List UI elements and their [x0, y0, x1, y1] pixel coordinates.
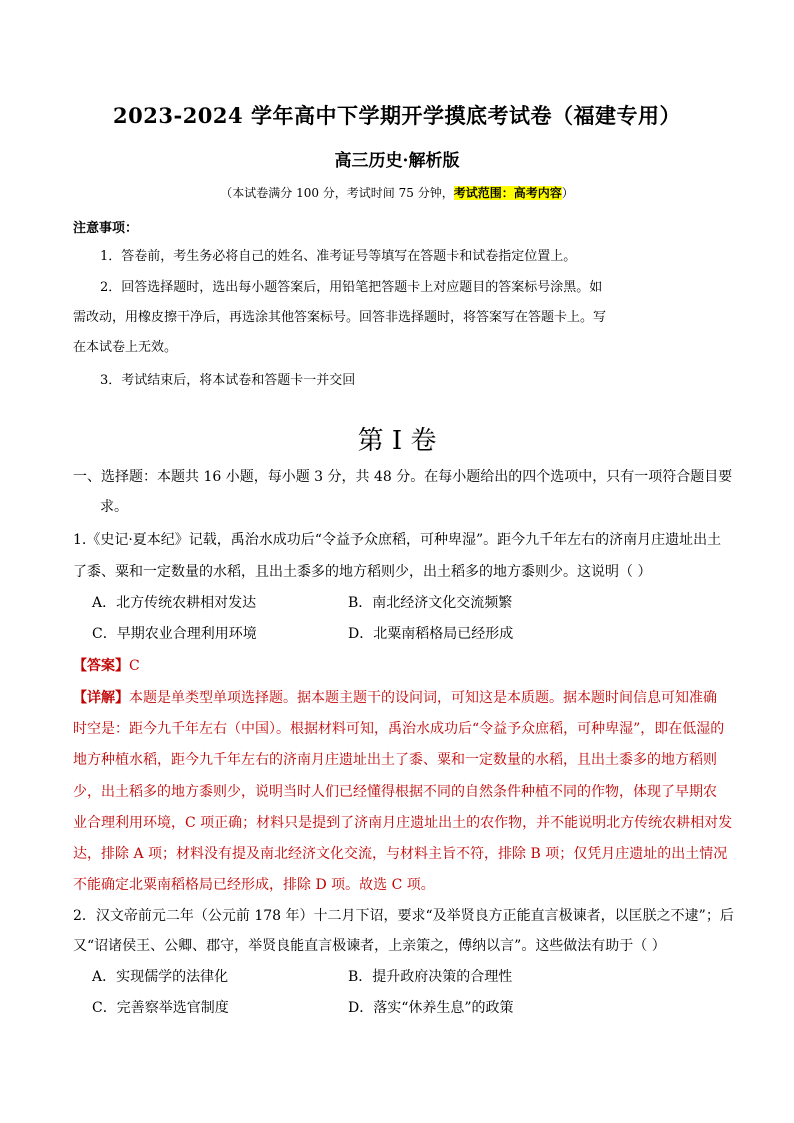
exam-meta	[0, 184, 794, 201]
question-1-option-b: B．南北经济文化交流频繁	[348, 595, 513, 611]
exam-meta-prefix: （本试卷满分 100 分，考试时间 75 分钟，	[220, 186, 454, 200]
question-1-detail-line: 地方种植水稻，距今九千年左右的济南月庄遗址出土了黍、粟和一定数量的水稻，且出土黍多的地方稻则	[73, 752, 717, 768]
answer-label: 【答案】	[73, 658, 129, 674]
question-1-detail-line: 达，排除 A 项；材料没有提及南北经济文化交流，与材料主旨不符，排除 B 项；仅凭月庄遗址的出土情况	[73, 846, 728, 862]
page-title: 2023-2024 学年高中下学期开学摸底考试卷（福建专用）	[113, 103, 681, 128]
question-1-detail-line: 时空是：距今九千年左右（中国）。根据材料可知，禹治水成功后“令益予众庶稻，可种卑湿”，即在低湿的	[73, 721, 725, 737]
exam-scope-highlight: 考试范围：高考内容	[453, 186, 562, 200]
question-2-option-c: C．完善察举选官制度	[92, 1000, 229, 1016]
question-1-option-a: A．北方传统农耕相对发达	[92, 595, 257, 611]
question-1-option-d: D．北粟南稻格局已经形成	[348, 626, 514, 642]
note-item-continued: 在本试卷上无效。	[73, 340, 178, 355]
question-2-option-a: A．实现儒学的法律化	[92, 969, 229, 985]
question-1-option-c: C．早期农业合理利用环境	[92, 626, 257, 642]
detail-label: 【详解】	[73, 690, 129, 706]
question-2-stem-line: 2．汉文帝前元二年（公元前 178 年）十二月下诏，要求“及举贤良方正能直言极谏者，以匡朕之不逮”；后	[73, 908, 734, 924]
question-2-option-b: B．提升政府决策的合理性	[348, 969, 513, 985]
note-item: 3．考试结束后，将本试卷和答题卡一并交回	[100, 373, 356, 388]
volume-heading: 第 I 卷	[357, 426, 437, 456]
question-1-stem-line: 1.《史记·夏本纪》记载，禹治水成功后“令益予众庶稻，可种卑湿”。距今九千年左右的济南月庄遗址出土	[73, 532, 722, 548]
note-item: 2．回答选择题时，选出每小题答案后，用铅笔把答题卡上对应题目的答案标号涂黑。如	[100, 280, 603, 295]
question-2-stem-line: 又“诏诸侯王、公卿、郡守，举贤良能直言极谏者，上亲策之，傅纳以言”。这些做法有助于（ ）	[73, 938, 666, 954]
page-subtitle: 高三历史·解析版	[334, 151, 460, 171]
question-1-detail-line: 【详解】本题是单类型单项选择题。据本题主题干的设问词，可知这是本质题。据本题时间信息可知准确	[73, 690, 717, 706]
question-1-detail-line: 不能确定北粟南稻格局已经形成，排除 D 项。故选 C 项。	[73, 877, 435, 893]
exam-meta-suffix: ）	[561, 186, 574, 200]
note-item: 1．答卷前，考生务必将自己的姓名、准考证号等填写在答题卡和试卷指定位置上。	[100, 249, 577, 264]
section-instruction: 一、选择题：本题共 16 小题，每小题 3 分，共 48 分。在每小题给出的四个选项中，只有一项符合题目要	[73, 469, 733, 485]
answer-value: C	[129, 658, 140, 674]
question-1-detail-line: 少，出土稻多的地方黍则少，说明当时人们已经懂得根据不同的自然条件种植不同的作物，体现了早期农	[73, 784, 717, 800]
section-instruction-continued: 求。	[100, 499, 128, 515]
question-1-detail-line: 业合理利用环境，C 项正确；材料只是提到了济南月庄遗址出土的农作物，并不能说明北方传统农耕相对发	[73, 815, 733, 831]
note-item-continued: 需改动，用橡皮擦干净后，再选涂其他答案标号。回答非选择题时，将答案写在答题卡上。写	[73, 310, 607, 325]
question-1-answer	[73, 655, 733, 675]
question-2-option-d: D．落实“休养生息”的政策	[348, 1000, 514, 1016]
notes-heading: 注意事项：	[73, 221, 139, 236]
question-1-stem-line: 了黍、粟和一定数量的水稻，且出土黍多的地方稻则少，出土稻多的地方黍则少。这说明（ ）	[73, 564, 652, 580]
